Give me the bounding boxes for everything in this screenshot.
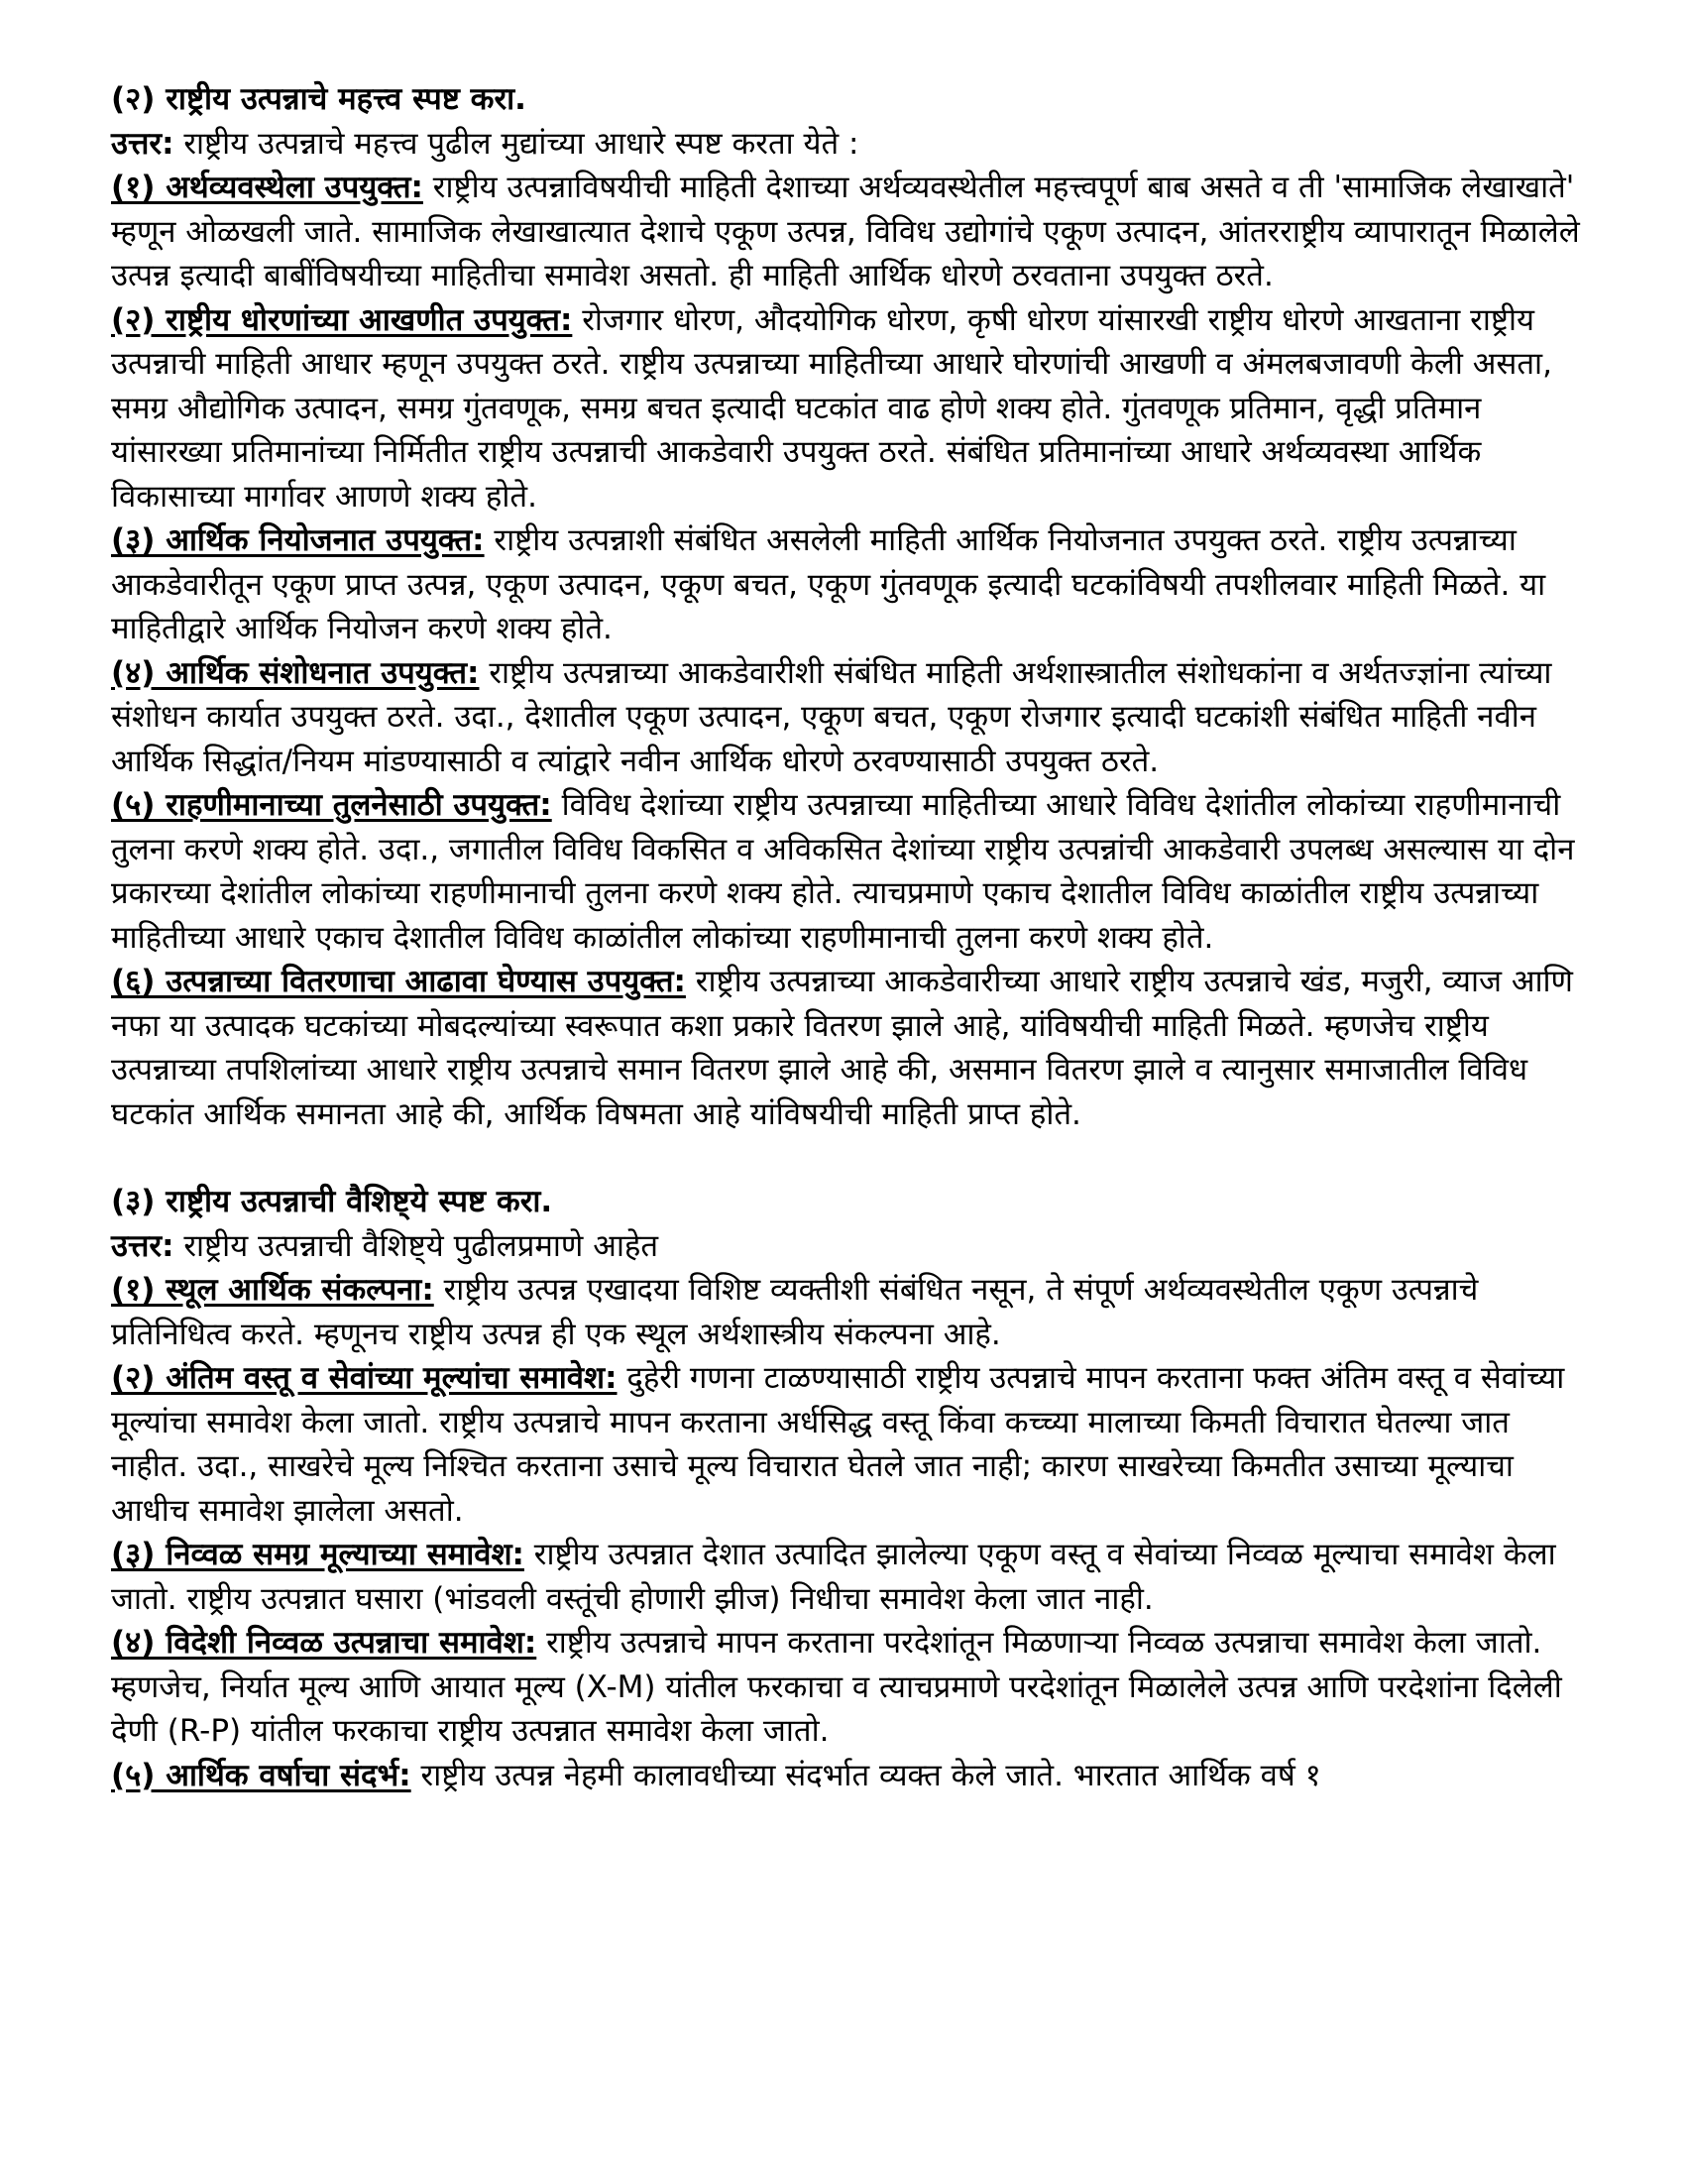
point-text: राष्ट्रीय उत्पन्न नेहमी कालावधीच्या संदर्भात व्यक्त केले जाते. भारतात आर्थिक वर्ष १ xyxy=(410,1757,1321,1793)
point-text: राष्ट्रीय उत्पन्नाशी संबंधित असलेली माहिती आर्थिक नियोजनात उपयुक्त ठरते. राष्ट्रीय उत्पन्नाच्या आकडेवारीतून एकूण प्राप्त उत्पन्न, एकूण उत्पादन, एकूण बचत, एकूण गुंतवणूक इत्यादी घटकांविषयी तपशीलवार माहिती मिळते. या माहितीद्वारे आर्थिक नियोजन करणे शक्य होते. xyxy=(111,522,1546,646)
point-item xyxy=(111,1754,1584,1798)
point-heading: (२) राष्ट्रीय धोरणांच्या आखणीत उपयुक्त: xyxy=(111,301,573,338)
question-heading: (३) राष्ट्रीय उत्पन्नाची वैशिष्ट्ये स्पष्ट करा. xyxy=(111,1184,553,1219)
answer-intro xyxy=(111,122,1584,167)
point-text: रोजगार धोरण, औदयोगिक धोरण, कृषी धोरण यांसारखी राष्ट्रीय धोरणे आखताना राष्ट्रीय उत्पन्नाची माहिती आधार म्हणून उपयुक्त ठरते. राष्ट्रीय उत्पन्नाच्या माहितीच्या आधारे घोरणांची आखणी व अंमलबजावणी केली असता, समग्र औद्योगिक उत्पादन, समग्र गुंतवणूक, समग्र बचत इत्यादी घटकांत वाढ होणे शक्य होते. गुंतवणूक प्रतिमान, वृद्धी प्रतिमान यांसारख्या प्रतिमानांच्या निर्मितीत राष्ट्रीय उत्पन्नाची आकडेवारी उपयुक्त ठरते. संबंधित प्रतिमानांच्या आधारे अर्थव्यवस्था आर्थिक विकासाच्या मार्गावर आणणे शक्य होते. xyxy=(111,301,1552,515)
point-item xyxy=(111,1621,1584,1754)
answer-label: उत्तर: xyxy=(111,125,174,162)
point-heading: (४) आर्थिक संशोधनात उपयुक्त: xyxy=(111,654,480,691)
point-text: राष्ट्रीय उत्पन्नाच्या आकडेवारीच्या आधारे राष्ट्रीय उत्पन्नाचे खंड, मजुरी, व्याज आणि नफा या उत्पादक घटकांच्या मोबदल्यांच्या स्वरूपात कशा प्रकारे वितरण झाले आहे, यांविषयीची माहिती मिळते. म्हणजेच राष्ट्रीय उत्पन्नाच्या तपशिलांच्या आधारे राष्ट्रीय उत्पन्नाचे समान वितरण झाले आहे की, असमान वितरण झाले व त्यानुसार समाजातील विविध घटकांत आर्थिक समानता आहे की, आर्थिक विषमता आहे यांविषयीची माहिती प्राप्त होते. xyxy=(111,964,1573,1132)
point-item xyxy=(111,166,1584,298)
point-item xyxy=(111,518,1584,651)
point-heading: (१) स्थूल आर्थिक संकल्पना: xyxy=(111,1272,434,1308)
point-heading: (५) राहणीमानाच्या तुलनेसाठी उपयुक्त: xyxy=(111,787,552,823)
point-item xyxy=(111,1533,1584,1621)
point-heading: (१) अर्थव्यवस्थेला उपयुक्त: xyxy=(111,170,423,205)
question-section-features xyxy=(111,1180,1584,1797)
point-text: राष्ट्रीय उत्पन्न एखादया विशिष्ट व्यक्तीशी संबंधित नसून, ते संपूर्ण अर्थव्यवस्थेतील एकूण उत्पन्नाचे प्रतिनिधित्व करते. म्हणूनच राष्ट्रीय उत्पन्न ही एक स्थूल अर्थशास्त्रीय संकल्पना आहे. xyxy=(111,1272,1479,1352)
answer-intro-text: राष्ट्रीय उत्पन्नाचे महत्त्व पुढील मुद्यांच्या आधारे स्पष्ट करता येते : xyxy=(173,125,859,162)
point-heading: (२) अंतिम वस्तू व सेवांच्या मूल्यांचा समावेश: xyxy=(111,1360,618,1396)
point-text: दुहेरी गणना टाळण्यासाठी राष्ट्रीय उत्पन्नाचे मापन करताना फक्त अंतिम वस्तू व सेवांच्या मूल्यांचा समावेश केला जातो. राष्ट्रीय उत्पन्नाचे मापन करताना अर्धसिद्ध वस्तू किंवा कच्च्या मालाच्या किमती विचारात घेतल्या जात नाहीत. उदा., साखरेचे मूल्य निश्चित करताना उसाचे मूल्य विचारात घेतले जात नाही; कारण साखरेच्या किमतीत उसाच्या मूल्याचा आधीच समावेश झालेला असतो. xyxy=(111,1360,1565,1529)
point-item xyxy=(111,651,1584,784)
question-heading: (२) राष्ट्रीय उत्पन्नाचे महत्त्व स्पष्ट करा. xyxy=(111,81,526,117)
point-heading: (३) आर्थिक नियोजनात उपयुक्त: xyxy=(111,522,485,558)
answer-intro xyxy=(111,1224,1584,1269)
point-text: राष्ट्रीय उत्पन्नाचे मापन करताना परदेशांतून मिळणाऱ्या निव्वळ उत्पन्नाचा समावेश केला जातो. म्हणजेच, निर्यात मूल्य आणि आयात मूल्य (X-M) यांतील फरकाचा व त्याचप्रमाणे परदेशांतून मिळालेले उत्पन्न आणि परदेशांना दिलेली देणी (R-P) यांतील फरकाचा राष्ट्रीय उत्पन्नात समावेश केला जातो. xyxy=(111,1625,1562,1749)
point-item xyxy=(111,1268,1584,1356)
question-section-importance xyxy=(111,77,1584,1136)
point-heading: (३) निव्वळ समग्र मूल्याच्या समावेश: xyxy=(111,1537,524,1572)
point-text: राष्ट्रीय उत्पन्नात देशात उत्पादित झालेल्या एकूण वस्तू व सेवांच्या निव्वळ मूल्याचा समावेश केला जातो. राष्ट्रीय उत्पन्नात घसारा (भांडवली वस्तूंची होणारी झीज) निधीचा समावेश केला जात नाही. xyxy=(111,1537,1556,1617)
point-heading: (५) आर्थिक वर्षाचा संदर्भ: xyxy=(111,1757,411,1793)
point-item xyxy=(111,783,1584,960)
point-text: विविध देशांच्या राष्ट्रीय उत्पन्नाच्या माहितीच्या आधारे विविध देशांतील लोकांच्या राहणीमानाची तुलना करणे शक्य होते. उदा., जगातील विविध विकसित व अविकसित देशांच्या राष्ट्रीय उत्पन्नांची आकडेवारी उपलब्ध असल्यास या दोन प्रकारच्या देशांतील लोकांच्या राहणीमानाची तुलना करणे शक्य होते. त्याचप्रमाणे एकाच देशातील विविध काळांतील राष्ट्रीय उत्पन्नाच्या माहितीच्या आधारे एकाच देशातील विविध काळांतील लोकांच्या राहणीमानाची तुलना करणे शक्य होते. xyxy=(111,787,1575,956)
point-heading: (६) उत्पन्नाच्या वितरणाचा आढावा घेण्यास उपयुक्त: xyxy=(111,964,686,999)
answer-label: उत्तर: xyxy=(111,1227,174,1264)
point-text: राष्ट्रीय उत्पन्नाविषयीची माहिती देशाच्या अर्थव्यवस्थेतील महत्त्वपूर्ण बाब असते व ती 'सामाजिक लेखाखाते' म्हणून ओळखली जाते. सामाजिक लेखाखात्यात देशाचे एकूण उत्पन्न, विविध उद्योगांचे एकूण उत्पादन, आंतरराष्ट्रीय व्यापारातून मिळालेले उत्पन्न इत्यादी बाबींविषयीच्या माहितीचा समावेश असतो. ही माहिती आर्थिक धोरणे ठरवताना उपयुक्त ठरते. xyxy=(111,170,1580,293)
document-body xyxy=(111,77,1584,1797)
point-item xyxy=(111,1356,1584,1533)
point-heading: (४) विदेशी निव्वळ उत्पन्नाचा समावेश: xyxy=(111,1625,537,1661)
point-item xyxy=(111,298,1584,519)
answer-intro-text: राष्ट्रीय उत्पन्नाची वैशिष्ट्ये पुढीलप्रमाणे आहेत xyxy=(173,1227,659,1264)
point-text: राष्ट्रीय उत्पन्नाच्या आकडेवारीशी संबंधित माहिती अर्थशास्त्रातील संशोधकांना व अर्थतज्ज्ञांना त्यांच्या संशोधन कार्यात उपयुक्त ठरते. उदा., देशातील एकूण उत्पादन, एकूण बचत, एकूण रोजगार इत्यादी घटकांशी संबंधित माहिती नवीन आर्थिक सिद्धांत/नियम मांडण्यासाठी व त्यांद्वारे नवीन आर्थिक धोरणे ठरवण्यासाठी उपयुक्त ठरते. xyxy=(111,654,1552,779)
point-item xyxy=(111,960,1584,1136)
